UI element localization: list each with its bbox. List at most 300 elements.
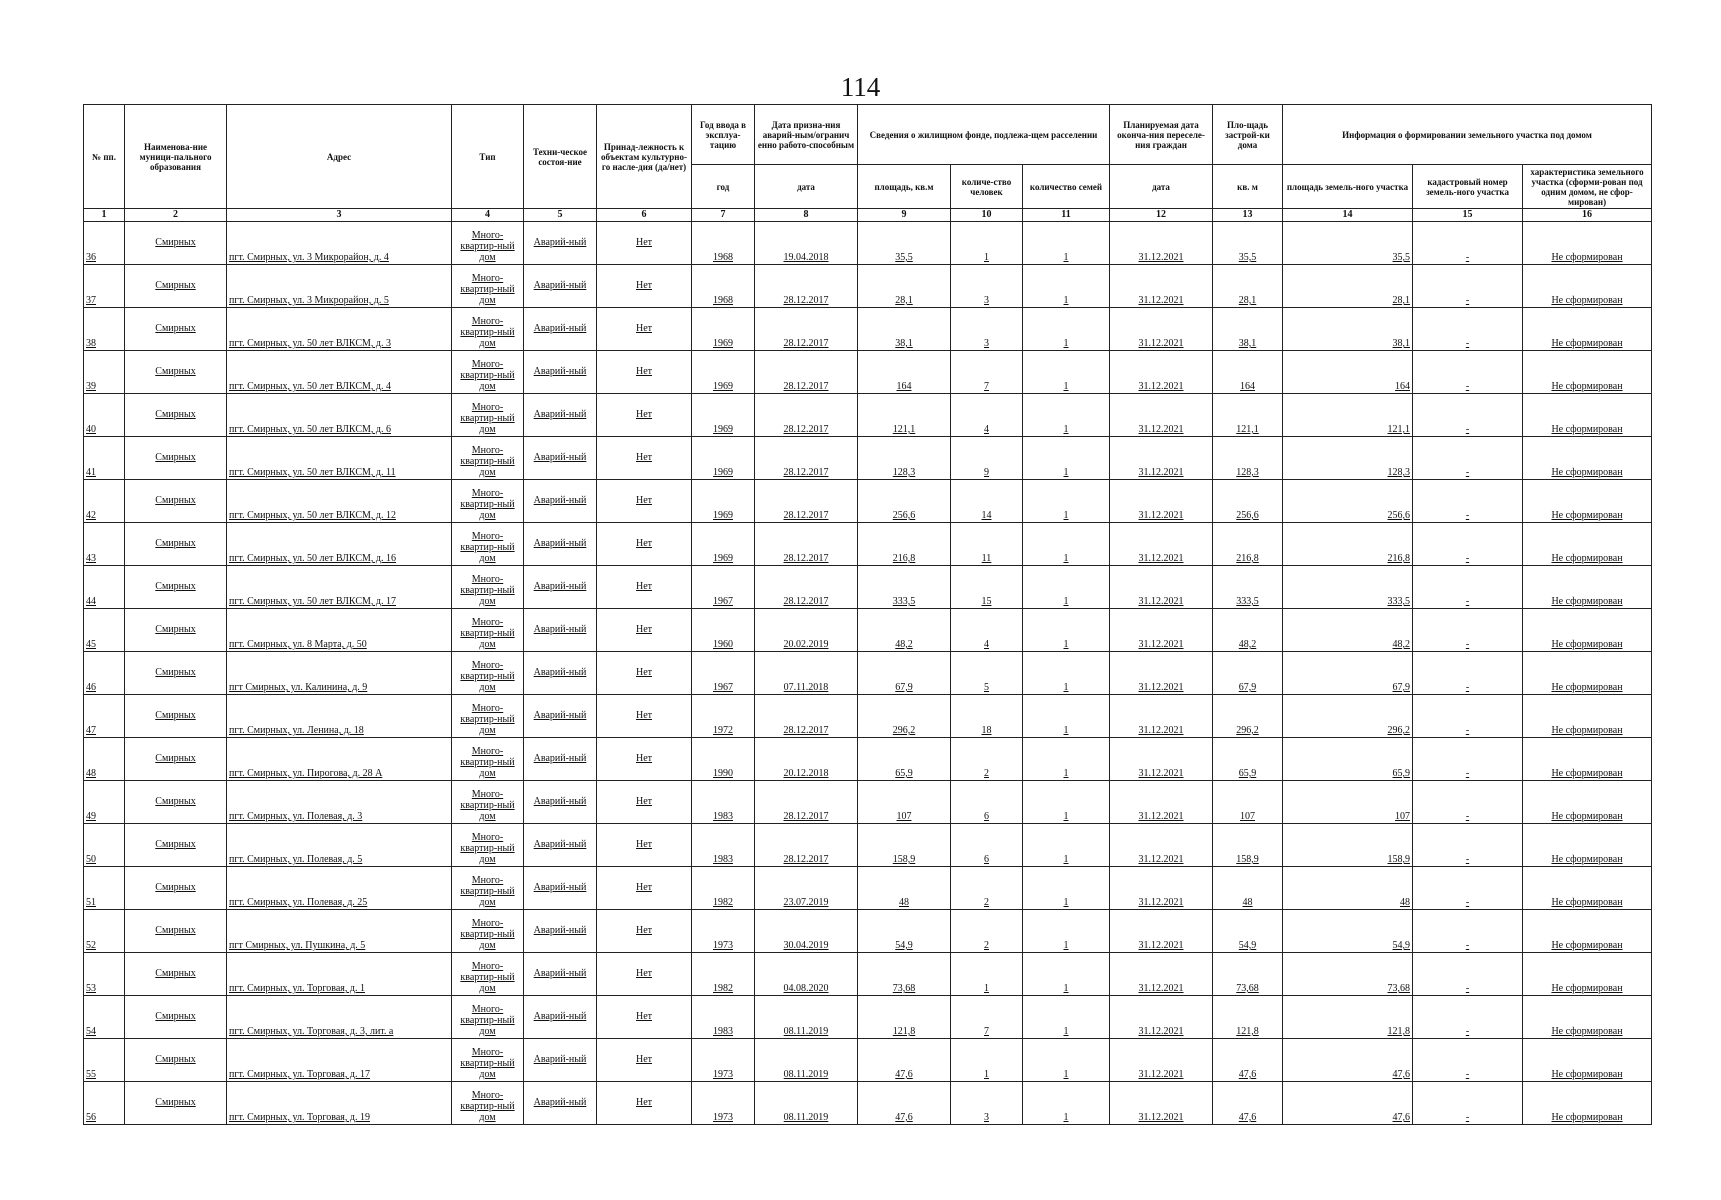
planned-date-cell-text: 31.12.2021 xyxy=(1138,338,1184,349)
emergency-date-cell-text: 28.12.2017 xyxy=(783,553,829,564)
tech-state-cell xyxy=(524,1082,597,1125)
emergency-date-cell xyxy=(755,394,858,437)
tech-state-cell-text: Аварий-ный xyxy=(533,796,587,807)
column-number: 10 xyxy=(951,209,1023,222)
land-char-cell-text: Не сформирован xyxy=(1551,510,1623,521)
built-area-cell-text: 47,6 xyxy=(1238,1112,1257,1123)
land-area-cell xyxy=(1283,867,1413,910)
cultural-cell xyxy=(597,695,692,738)
municipality-cell xyxy=(125,781,227,824)
families-cell xyxy=(1023,953,1110,996)
type-cell-text: Много-квартир-ный дом xyxy=(460,789,515,822)
year-cell xyxy=(692,1082,755,1125)
people-cell xyxy=(951,781,1023,824)
families-cell xyxy=(1023,695,1110,738)
people-cell-text: 3 xyxy=(984,1112,989,1123)
cultural-cell xyxy=(597,523,692,566)
column-number: 11 xyxy=(1023,209,1110,222)
header-year: год xyxy=(692,165,755,209)
cadastral-cell-text: - xyxy=(1465,295,1470,306)
table-row xyxy=(84,437,1652,480)
tech-state-cell xyxy=(524,910,597,953)
built-area-cell xyxy=(1213,351,1283,394)
area-cell xyxy=(858,480,951,523)
row-number xyxy=(84,566,125,609)
land-char-cell-text: Не сформирован xyxy=(1551,811,1623,822)
cadastral-cell xyxy=(1413,652,1523,695)
families-cell-text: 1 xyxy=(1063,424,1069,435)
families-cell-text: 1 xyxy=(1063,553,1069,564)
families-cell-text: 1 xyxy=(1063,1069,1069,1080)
tech-state-cell-text: Аварий-ный xyxy=(533,409,587,420)
municipality-cell xyxy=(125,609,227,652)
families-cell xyxy=(1023,910,1110,953)
cadastral-cell-text: - xyxy=(1465,553,1470,564)
column-number: 15 xyxy=(1413,209,1523,222)
emergency-date-cell-text: 28.12.2017 xyxy=(783,295,829,306)
page-number: 114 xyxy=(840,72,881,102)
emergency-date-cell xyxy=(755,781,858,824)
families-cell xyxy=(1023,394,1110,437)
land-char-cell xyxy=(1523,953,1652,996)
municipality-cell xyxy=(125,1039,227,1082)
built-area-cell xyxy=(1213,523,1283,566)
cadastral-cell-text: - xyxy=(1465,381,1470,392)
header-land-char: характеристика земельного участка (сформи-рован под одним домом, не сфор-мирован) xyxy=(1523,165,1652,209)
area-cell xyxy=(858,738,951,781)
people-cell-text: 11 xyxy=(981,553,992,564)
row-number-text: 38 xyxy=(86,338,96,349)
year-cell xyxy=(692,394,755,437)
cultural-cell-text: Нет xyxy=(635,1054,653,1065)
row-number xyxy=(84,437,125,480)
address-cell-text: пгт. Смирных, ул. 50 лет ВЛКСМ, д. 16 xyxy=(229,553,396,564)
families-cell-text: 1 xyxy=(1063,596,1069,607)
cultural-cell xyxy=(597,394,692,437)
municipality-cell xyxy=(125,566,227,609)
type-cell xyxy=(452,867,524,910)
emergency-date-cell xyxy=(755,996,858,1039)
type-cell xyxy=(452,953,524,996)
area-cell xyxy=(858,652,951,695)
land-area-cell-text: 128,3 xyxy=(1387,467,1411,478)
type-cell xyxy=(452,351,524,394)
land-char-cell xyxy=(1523,910,1652,953)
area-cell-text: 47,6 xyxy=(895,1112,913,1123)
address-cell xyxy=(227,781,452,824)
address-cell-text: пгт. Смирных, ул. Полевая, д. 3 xyxy=(229,811,363,822)
area-cell-text: 67,9 xyxy=(895,682,913,693)
people-cell xyxy=(951,222,1023,265)
families-cell-text: 1 xyxy=(1063,639,1069,650)
cultural-cell-text: Нет xyxy=(635,538,653,549)
cadastral-cell xyxy=(1413,1082,1523,1125)
emergency-date-cell xyxy=(755,308,858,351)
type-cell-text: Много-квартир-ный дом xyxy=(460,402,515,435)
column-number: 2 xyxy=(125,209,227,222)
type-cell xyxy=(452,222,524,265)
year-cell-text: 1969 xyxy=(713,338,733,349)
cultural-cell xyxy=(597,437,692,480)
cadastral-cell xyxy=(1413,265,1523,308)
built-area-cell-text: 296,2 xyxy=(1236,725,1259,736)
municipality-cell-text: Смирных xyxy=(155,882,196,893)
cadastral-cell xyxy=(1413,1039,1523,1082)
land-area-cell xyxy=(1283,996,1413,1039)
emergency-date-cell-text: 23.07.2019 xyxy=(783,897,829,908)
municipality-cell-text: Смирных xyxy=(155,538,196,549)
planned-date-cell xyxy=(1110,781,1213,824)
row-number xyxy=(84,953,125,996)
municipality-cell xyxy=(125,351,227,394)
planned-date-cell-text: 31.12.2021 xyxy=(1138,725,1184,736)
planned-date-cell xyxy=(1110,652,1213,695)
built-area-cell-text: 54,9 xyxy=(1238,940,1257,951)
land-char-cell-text: Не сформирован xyxy=(1551,725,1623,736)
address-cell xyxy=(227,652,452,695)
municipality-cell-text: Смирных xyxy=(155,1011,196,1022)
tech-state-cell xyxy=(524,480,597,523)
tech-state-cell-text: Аварий-ный xyxy=(533,1011,587,1022)
emergency-date-cell-text: 08.11.2019 xyxy=(783,1069,829,1080)
row-number-text: 36 xyxy=(86,252,96,263)
municipality-cell xyxy=(125,523,227,566)
tech-state-cell xyxy=(524,437,597,480)
column-number-row xyxy=(84,209,1652,222)
people-cell-text: 6 xyxy=(984,854,989,865)
address-cell xyxy=(227,867,452,910)
emergency-date-cell xyxy=(755,824,858,867)
column-number: 16 xyxy=(1523,209,1652,222)
cultural-cell-text: Нет xyxy=(635,882,653,893)
emergency-date-cell xyxy=(755,738,858,781)
address-cell xyxy=(227,308,452,351)
tech-state-cell xyxy=(524,523,597,566)
area-cell xyxy=(858,437,951,480)
planned-date-cell-text: 31.12.2021 xyxy=(1138,854,1184,865)
cultural-cell-text: Нет xyxy=(635,1097,653,1108)
column-number: 13 xyxy=(1213,209,1283,222)
built-area-cell-text: 48 xyxy=(1242,897,1253,908)
area-cell xyxy=(858,351,951,394)
municipality-cell xyxy=(125,824,227,867)
land-area-cell xyxy=(1283,308,1413,351)
cadastral-cell-text: - xyxy=(1465,424,1470,435)
type-cell xyxy=(452,738,524,781)
built-area-cell xyxy=(1213,437,1283,480)
built-area-cell xyxy=(1213,480,1283,523)
people-cell-text: 18 xyxy=(981,725,992,736)
year-cell xyxy=(692,523,755,566)
planned-date-cell xyxy=(1110,1082,1213,1125)
land-area-cell-text: 121,1 xyxy=(1387,424,1411,435)
built-area-cell-text: 121,1 xyxy=(1236,424,1259,435)
area-cell xyxy=(858,824,951,867)
land-area-cell-text: 35,5 xyxy=(1392,252,1411,263)
land-area-cell xyxy=(1283,1039,1413,1082)
municipality-cell-text: Смирных xyxy=(155,366,196,377)
year-cell xyxy=(692,609,755,652)
year-cell-text: 1973 xyxy=(713,1112,733,1123)
built-area-cell-text: 107 xyxy=(1240,811,1256,822)
table-row xyxy=(84,824,1652,867)
land-char-cell-text: Не сформирован xyxy=(1551,596,1623,607)
area-cell xyxy=(858,781,951,824)
land-char-cell-text: Не сформирован xyxy=(1551,983,1623,994)
row-number-text: 51 xyxy=(86,897,96,908)
row-number-text: 56 xyxy=(86,1112,96,1123)
people-cell-text: 1 xyxy=(984,1069,989,1080)
year-cell-text: 1969 xyxy=(713,467,733,478)
tech-state-cell-text: Аварий-ный xyxy=(533,667,587,678)
families-cell xyxy=(1023,222,1110,265)
area-cell-text: 256,6 xyxy=(892,510,916,521)
year-cell xyxy=(692,867,755,910)
type-cell-text: Много-квартир-ный дом xyxy=(460,1004,515,1037)
address-cell xyxy=(227,480,452,523)
table-row xyxy=(84,910,1652,953)
land-char-cell-text: Не сформирован xyxy=(1551,639,1623,650)
tech-state-cell-text: Аварий-ный xyxy=(533,839,587,850)
year-cell-text: 1968 xyxy=(713,295,733,306)
municipality-cell-text: Смирных xyxy=(155,839,196,850)
planned-date-cell-text: 31.12.2021 xyxy=(1138,510,1184,521)
address-cell-text: пгт. Смирных, ул. 50 лет ВЛКСМ, д. 6 xyxy=(229,424,391,435)
built-area-cell xyxy=(1213,265,1283,308)
type-cell xyxy=(452,996,524,1039)
row-number xyxy=(84,1082,125,1125)
land-char-cell xyxy=(1523,394,1652,437)
emergency-housing-table xyxy=(83,104,1652,1125)
cultural-cell-text: Нет xyxy=(635,323,653,334)
cadastral-cell xyxy=(1413,566,1523,609)
year-cell xyxy=(692,824,755,867)
land-area-cell-text: 107 xyxy=(1395,811,1411,822)
row-number xyxy=(84,824,125,867)
land-area-cell xyxy=(1283,480,1413,523)
emergency-date-cell xyxy=(755,437,858,480)
table-row xyxy=(84,996,1652,1039)
land-char-cell-text: Не сформирован xyxy=(1551,1112,1623,1123)
emergency-date-cell xyxy=(755,910,858,953)
header-planned-date: Планируемая дата оконча-ния переселе-ния граждан xyxy=(1110,105,1213,165)
year-cell xyxy=(692,351,755,394)
year-cell xyxy=(692,781,755,824)
year-cell xyxy=(692,265,755,308)
municipality-cell xyxy=(125,953,227,996)
people-cell xyxy=(951,738,1023,781)
type-cell xyxy=(452,523,524,566)
address-cell xyxy=(227,351,452,394)
row-number xyxy=(84,222,125,265)
cultural-cell-text: Нет xyxy=(635,796,653,807)
land-area-cell xyxy=(1283,437,1413,480)
built-area-cell xyxy=(1213,910,1283,953)
row-number xyxy=(84,652,125,695)
year-cell xyxy=(692,437,755,480)
emergency-date-cell-text: 28.12.2017 xyxy=(783,338,829,349)
row-number xyxy=(84,265,125,308)
built-area-cell xyxy=(1213,308,1283,351)
families-cell-text: 1 xyxy=(1063,940,1069,951)
year-cell xyxy=(692,996,755,1039)
year-cell xyxy=(692,695,755,738)
planned-date-cell-text: 31.12.2021 xyxy=(1138,424,1184,435)
address-cell xyxy=(227,738,452,781)
tech-state-cell-text: Аварий-ный xyxy=(533,1054,587,1065)
year-cell xyxy=(692,1039,755,1082)
area-cell xyxy=(858,222,951,265)
families-cell-text: 1 xyxy=(1063,983,1069,994)
type-cell-text: Много-квартир-ный дом xyxy=(460,660,515,693)
municipality-cell-text: Смирных xyxy=(155,280,196,291)
header-area-sqm: площадь, кв.м xyxy=(858,165,951,209)
land-char-cell xyxy=(1523,1082,1652,1125)
emergency-date-cell-text: 28.12.2017 xyxy=(783,467,829,478)
land-char-cell xyxy=(1523,308,1652,351)
families-cell-text: 1 xyxy=(1063,768,1069,779)
land-char-cell-text: Не сформирован xyxy=(1551,682,1623,693)
built-area-cell xyxy=(1213,566,1283,609)
people-cell xyxy=(951,394,1023,437)
area-cell xyxy=(858,308,951,351)
cultural-cell xyxy=(597,781,692,824)
row-number xyxy=(84,695,125,738)
tech-state-cell-text: Аварий-ный xyxy=(533,237,587,248)
row-number-text: 55 xyxy=(86,1069,96,1080)
address-cell-text: пгт. Смирных, ул. 50 лет ВЛКСМ, д. 4 xyxy=(229,381,391,392)
tech-state-cell-text: Аварий-ный xyxy=(533,1097,587,1108)
row-number-text: 43 xyxy=(86,553,96,564)
people-cell-text: 3 xyxy=(984,338,989,349)
land-area-cell-text: 164 xyxy=(1395,381,1411,392)
table-row xyxy=(84,652,1652,695)
type-cell-text: Много-квартир-ный дом xyxy=(460,359,515,392)
address-cell xyxy=(227,953,452,996)
header-emergency-date: Дата призна-ния аварий-ным/огранич енно работо-способным xyxy=(755,105,858,165)
planned-date-cell xyxy=(1110,437,1213,480)
land-area-cell xyxy=(1283,265,1413,308)
type-cell xyxy=(452,609,524,652)
land-area-cell-text: 67,9 xyxy=(1392,682,1411,693)
cadastral-cell-text: - xyxy=(1465,811,1470,822)
families-cell xyxy=(1023,437,1110,480)
area-cell xyxy=(858,523,951,566)
address-cell xyxy=(227,394,452,437)
land-area-cell xyxy=(1283,394,1413,437)
land-char-cell xyxy=(1523,523,1652,566)
people-cell xyxy=(951,1082,1023,1125)
planned-date-cell xyxy=(1110,996,1213,1039)
table-row xyxy=(84,308,1652,351)
cadastral-cell xyxy=(1413,781,1523,824)
land-char-cell xyxy=(1523,781,1652,824)
type-cell-text: Много-квартир-ный дом xyxy=(460,273,515,306)
header-type: Тип xyxy=(452,105,524,209)
built-area-cell xyxy=(1213,394,1283,437)
year-cell-text: 1967 xyxy=(713,596,733,607)
address-cell-text: пгт. Смирных, ул. Ленина, д. 18 xyxy=(229,725,364,736)
planned-date-cell xyxy=(1110,695,1213,738)
row-number-text: 48 xyxy=(86,768,96,779)
header-num: № пп. xyxy=(84,105,125,209)
year-cell xyxy=(692,566,755,609)
row-number xyxy=(84,1039,125,1082)
row-number-text: 50 xyxy=(86,854,96,865)
people-cell-text: 7 xyxy=(984,381,989,392)
address-cell-text: пгт. Смирных, ул. 50 лет ВЛКСМ, д. 17 xyxy=(229,596,396,607)
cadastral-cell xyxy=(1413,523,1523,566)
built-area-cell xyxy=(1213,222,1283,265)
families-cell-text: 1 xyxy=(1063,510,1069,521)
type-cell xyxy=(452,1039,524,1082)
built-area-cell-text: 333,5 xyxy=(1236,596,1259,607)
land-area-cell xyxy=(1283,222,1413,265)
row-number xyxy=(84,609,125,652)
address-cell-text: пгт. Смирных, ул. Полевая, д. 25 xyxy=(229,897,368,908)
row-number xyxy=(84,308,125,351)
cultural-cell xyxy=(597,867,692,910)
year-cell-text: 1983 xyxy=(713,811,733,822)
families-cell-text: 1 xyxy=(1063,897,1069,908)
address-cell xyxy=(227,824,452,867)
land-char-cell-text: Не сформирован xyxy=(1551,338,1623,349)
table-row xyxy=(84,1082,1652,1125)
column-number: 3 xyxy=(227,209,452,222)
tech-state-cell-text: Аварий-ный xyxy=(533,581,587,592)
built-area-cell xyxy=(1213,953,1283,996)
cadastral-cell xyxy=(1413,609,1523,652)
type-cell-text: Много-квартир-ный дом xyxy=(460,531,515,564)
year-cell-text: 1967 xyxy=(713,682,733,693)
cultural-cell-text: Нет xyxy=(635,710,653,721)
address-cell xyxy=(227,222,452,265)
emergency-date-cell-text: 28.12.2017 xyxy=(783,811,829,822)
land-char-cell-text: Не сформирован xyxy=(1551,768,1623,779)
column-number: 6 xyxy=(597,209,692,222)
land-area-cell xyxy=(1283,609,1413,652)
tech-state-cell xyxy=(524,265,597,308)
tech-state-cell-text: Аварий-ный xyxy=(533,495,587,506)
planned-date-cell-text: 31.12.2021 xyxy=(1138,682,1184,693)
cultural-cell-text: Нет xyxy=(635,495,653,506)
land-char-cell xyxy=(1523,996,1652,1039)
land-area-cell xyxy=(1283,1082,1413,1125)
emergency-date-cell xyxy=(755,1082,858,1125)
built-area-cell xyxy=(1213,738,1283,781)
tech-state-cell-text: Аварий-ный xyxy=(533,710,587,721)
emergency-date-cell xyxy=(755,351,858,394)
planned-date-cell xyxy=(1110,609,1213,652)
emergency-date-cell xyxy=(755,867,858,910)
people-cell-text: 1 xyxy=(984,252,989,263)
area-cell xyxy=(858,265,951,308)
row-number-text: 37 xyxy=(86,295,96,306)
address-cell-text: пгт. Смирных, ул. Торговая, д. 19 xyxy=(229,1112,370,1123)
people-cell xyxy=(951,953,1023,996)
tech-state-cell xyxy=(524,738,597,781)
municipality-cell xyxy=(125,1082,227,1125)
address-cell-text: пгт. Смирных, ул. 50 лет ВЛКСМ, д. 3 xyxy=(229,338,391,349)
area-cell xyxy=(858,996,951,1039)
type-cell xyxy=(452,394,524,437)
header-cadastral: кадастровый номер земель-ного участка xyxy=(1413,165,1523,209)
people-cell xyxy=(951,351,1023,394)
people-cell-text: 4 xyxy=(984,639,989,650)
address-cell xyxy=(227,437,452,480)
row-number-text: 41 xyxy=(86,467,96,478)
cadastral-cell-text: - xyxy=(1465,854,1470,865)
